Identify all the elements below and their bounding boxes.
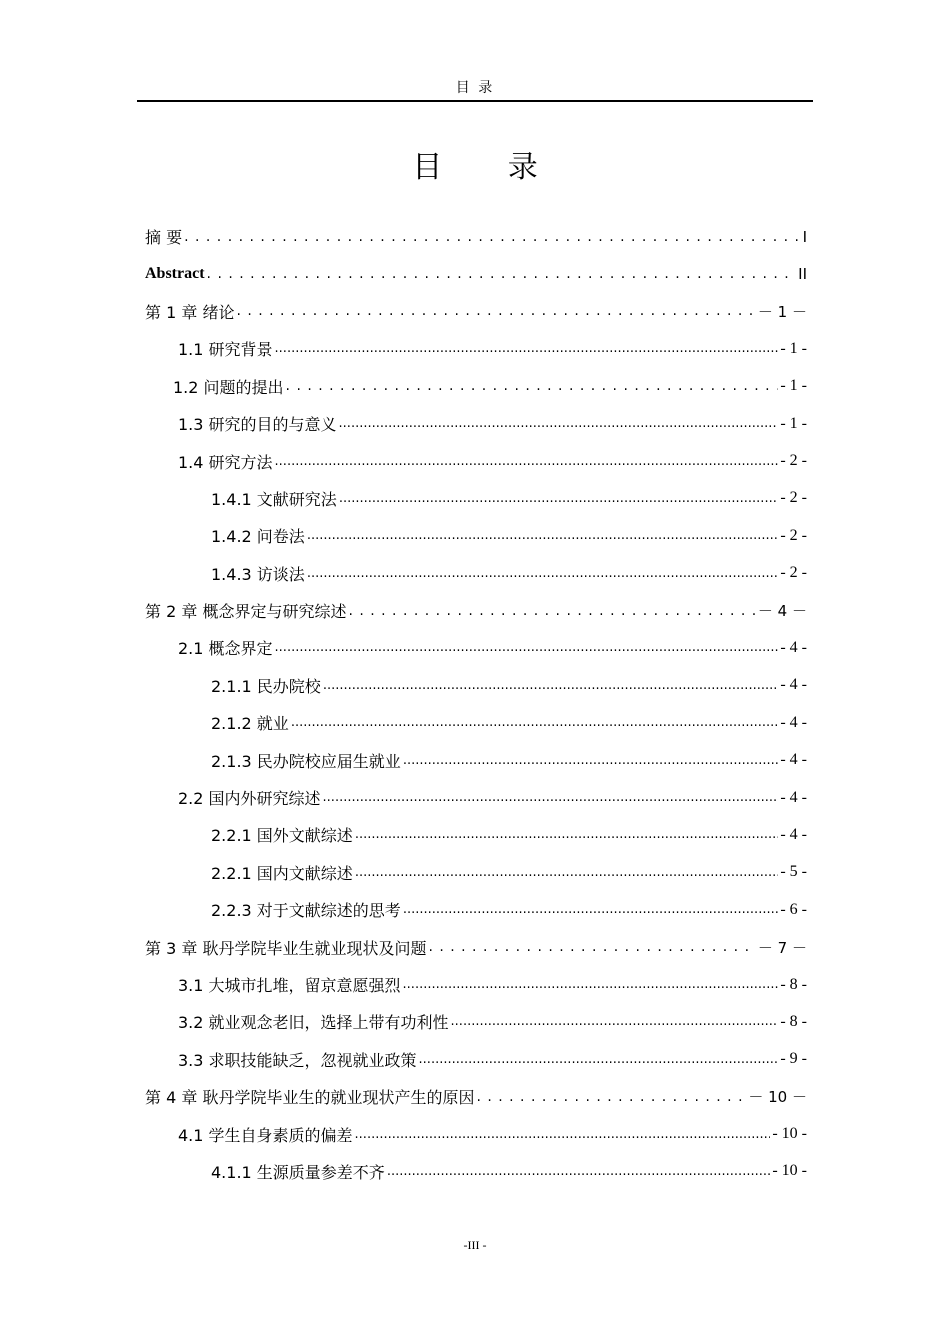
page-number-footer: -III - [463, 1238, 487, 1252]
toc-leader [275, 454, 779, 469]
toc-page-number: - 2 - [780, 564, 807, 582]
toc-entry-section[interactable] [145, 405, 807, 442]
toc-page-number: － 10 － [748, 1088, 807, 1107]
toc-label: 2.1.3 民办院校应届生就业 [211, 751, 401, 771]
toc-label: 1.1 研究背景 [178, 340, 273, 360]
toc-leader [236, 303, 755, 319]
toc-entry-section[interactable] [145, 442, 807, 479]
toc-leader [339, 416, 779, 431]
toc-entry-chapter-1[interactable] [145, 293, 807, 330]
toc-page-number: - 6 - [780, 900, 807, 918]
toc-leader [286, 378, 779, 394]
toc-entry-section[interactable] [145, 966, 807, 1003]
toc-entry-chapter-2[interactable] [145, 592, 807, 629]
toc-leader [355, 827, 779, 842]
toc-label: 1.3 研究的目的与意义 [178, 415, 337, 435]
toc-entry-subsection[interactable] [145, 480, 807, 517]
toc-entry-abstract-en[interactable] [145, 255, 807, 292]
toc-entry-abstract-cn[interactable] [145, 218, 807, 255]
toc-label: 3.1 大城市扎堆，留京意愿强烈 [178, 976, 401, 995]
toc-page-number: - 5 - [780, 863, 807, 881]
toc-label: 第 1 章 绪论 [145, 302, 235, 322]
toc-label: 3.2 就业观念老旧，选择上带有功利性 [178, 1013, 449, 1033]
toc-page-number: I [802, 227, 807, 246]
toc-label: 2.1.2 就业 [211, 714, 289, 734]
toc-label: Abstract [145, 265, 205, 283]
toc-label: 1.4.3 访谈法 [211, 564, 305, 584]
toc-leader [403, 902, 779, 917]
toc-label: 4.1.1 生源质量参差不齐 [211, 1162, 385, 1182]
toc-label: 2.2.1 国外文献综述 [211, 826, 353, 846]
toc-page-number: - 1 - [780, 377, 807, 395]
toc-page-number: - 8 - [780, 975, 807, 993]
toc-leader [275, 640, 779, 655]
toc-leader [348, 603, 755, 619]
toc-page-number: - 4 - [780, 676, 807, 694]
toc-label: 第 2 章 概念界定与研究综述 [145, 602, 347, 622]
toc-entry-subsection[interactable] [145, 517, 807, 554]
toc-label: 摘 要 [145, 228, 183, 248]
page-title: 目 录 [412, 150, 566, 185]
toc-leader [355, 1127, 771, 1142]
toc-label: 4.1 学生自身素质的偏差 [178, 1125, 353, 1145]
toc-leader [403, 977, 779, 992]
toc-label: 第 3 章 耿丹学院毕业生就业现状及问题 [145, 938, 427, 958]
toc-entry-subsection[interactable] [145, 704, 807, 741]
toc-leader [323, 678, 779, 693]
toc-page-number: － 1 － [757, 302, 807, 321]
toc-leader [307, 528, 779, 543]
toc-leader [307, 566, 779, 581]
toc-leader [419, 1052, 779, 1067]
toc-page-number: - 4 - [780, 713, 807, 731]
toc-entry-chapter-3[interactable] [145, 928, 807, 965]
toc-entry-chapter-4[interactable] [145, 1078, 807, 1115]
toc-label: 1.4.1 文献研究法 [211, 489, 337, 509]
toc-label: 1.2 问题的提出 [173, 377, 284, 397]
toc-leader [451, 1014, 779, 1029]
toc-entry-subsection[interactable] [145, 1153, 807, 1190]
toc-leader [291, 715, 779, 730]
toc-label: 1.4 研究方法 [178, 452, 273, 472]
toc-label: 第 4 章 耿丹学院毕业生的就业现状产生的原因 [145, 1088, 475, 1108]
toc-page-number: - 10 - [772, 1125, 807, 1143]
toc-leader [323, 790, 779, 805]
toc-entry-subsection[interactable] [145, 816, 807, 853]
toc-entry-subsection[interactable] [145, 555, 807, 592]
toc-label: 2.1.1 民办院校 [211, 676, 321, 696]
toc-entry-section[interactable] [145, 1003, 807, 1040]
toc-leader [476, 1089, 746, 1105]
toc-label: 1.4.2 问卷法 [211, 527, 305, 547]
toc-leader [339, 491, 779, 506]
toc-page-number: - 1 - [780, 414, 807, 432]
toc-label: 2.2.1 国内文献综述 [211, 863, 353, 883]
toc-entry-section[interactable] [145, 330, 807, 367]
toc-entry-section[interactable] [145, 368, 807, 405]
toc-page-number: - 10 - [772, 1162, 807, 1180]
toc-page-number: - 2 - [780, 489, 807, 507]
toc-leader [387, 1164, 771, 1179]
toc-leader [428, 939, 755, 955]
toc-page-number: - 2 - [780, 526, 807, 544]
toc-label: 2.2.3 对于文献综述的思考 [211, 901, 401, 921]
toc-page-number: － 4 － [757, 602, 807, 621]
toc-page-number: - 4 - [780, 751, 807, 769]
toc-page-number: - 9 - [780, 1050, 807, 1068]
toc-leader [403, 753, 779, 768]
toc-leader [184, 229, 800, 245]
toc-entry-subsection[interactable] [145, 891, 807, 928]
toc-page-number: II [798, 265, 807, 284]
toc-page-number: － 7 － [757, 938, 807, 957]
toc-entry-section[interactable] [145, 629, 807, 666]
toc-label: 3.3 求职技能缺乏，忽视就业政策 [178, 1050, 417, 1070]
toc-entry-section[interactable] [145, 1041, 807, 1078]
toc-page-number: - 2 - [780, 452, 807, 470]
toc-page-number: - 1 - [780, 339, 807, 357]
toc-page-number: - 8 - [780, 1012, 807, 1030]
toc-leader [275, 341, 779, 356]
toc-leader [207, 266, 797, 282]
table-of-contents [145, 218, 807, 1190]
toc-entry-subsection[interactable] [145, 741, 807, 778]
toc-page-number: - 4 - [780, 638, 807, 656]
toc-page-number: - 4 - [780, 788, 807, 806]
toc-entry-section[interactable] [145, 1115, 807, 1152]
toc-entry-subsection[interactable] [145, 854, 807, 891]
toc-page-number: - 4 - [780, 825, 807, 843]
toc-entry-section[interactable] [145, 779, 807, 816]
toc-entry-subsection[interactable] [145, 667, 807, 704]
toc-label: 2.2 国内外研究综述 [178, 789, 321, 809]
toc-leader [355, 865, 779, 880]
toc-label: 2.1 概念界定 [178, 639, 273, 659]
running-header: 目 录 [137, 78, 813, 102]
